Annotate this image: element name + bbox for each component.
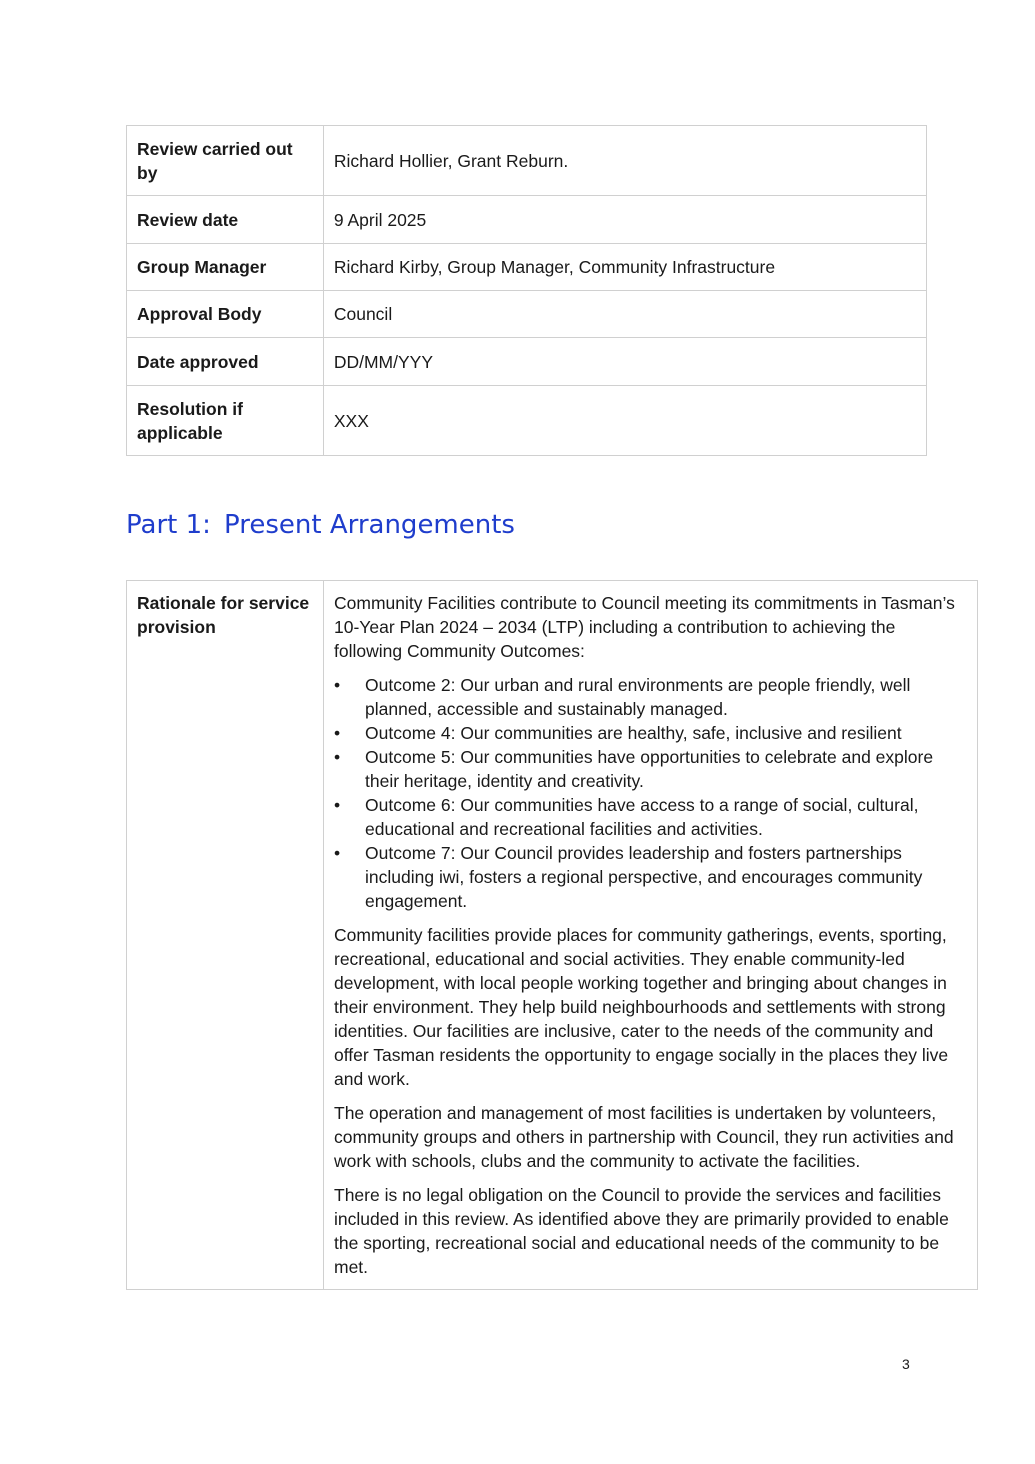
list-item: • Outcome 2: Our urban and rural environments are people friendly, well planned, accessible and sustainably managed.: [334, 673, 967, 721]
row-label: Date approved: [127, 338, 324, 386]
table-row: [127, 196, 927, 244]
table-row: [127, 291, 927, 338]
section-number: Part 1:: [126, 510, 211, 540]
rationale-table: [126, 580, 978, 1290]
table-row: [127, 386, 927, 456]
table-row: [127, 244, 927, 291]
outcomes-list: [334, 673, 967, 913]
table-row: [127, 581, 978, 1290]
table-row: [127, 338, 927, 386]
paragraph: There is no legal obligation on the Council to provide the services and facilities included in this review. As identified above they are primarily provided to enable the sporting, recreational social and educational needs of the community to be met.: [334, 1185, 949, 1277]
row-label: Resolution if applicable: [127, 386, 324, 456]
row-value: 9 April 2025: [323, 196, 926, 244]
list-item: • Outcome 6: Our communities have access to a range of social, cultural, educational and recreational facilities and activities.: [334, 793, 967, 841]
list-item: • Outcome 7: Our Council provides leadership and fosters partnerships including iwi, fosters a regional perspective, and encourages community engagement.: [334, 841, 967, 913]
row-value: XXX: [323, 386, 926, 456]
row-value: Council: [323, 291, 926, 338]
row-value: Richard Kirby, Group Manager, Community Infrastructure: [323, 244, 926, 291]
row-value: DD/MM/YYY: [323, 338, 926, 386]
row-value: Richard Hollier, Grant Reburn.: [323, 126, 926, 196]
rationale-label: Rationale for service provision: [127, 581, 324, 1290]
page-number: 3: [902, 1356, 910, 1372]
row-label: Review carried out by: [127, 126, 324, 196]
row-label: Approval Body: [127, 291, 324, 338]
section-title: Present Arrangements: [224, 510, 515, 540]
row-label: Review date: [127, 196, 324, 244]
review-details-table: [126, 125, 927, 456]
section-heading: [126, 510, 515, 540]
table-row: [127, 126, 927, 196]
rationale-content: [324, 581, 978, 1290]
paragraph: The operation and management of most facilities is undertaken by volunteers, community groups and others in partnership with Council, they run activities and work with schools, clubs and the community to activate the facilities.: [334, 1103, 954, 1171]
paragraph: Community facilities provide places for community gatherings, events, sporting, recreational, educational and social activities. They enable community-led development, with local people working together and bringing about changes in their environment. They help build neighbourhoods and settlements with strong identities. Our facilities are inclusive, cater to the needs of the community and offer Tasman residents the opportunity to engage socially in the places they live and work.: [334, 925, 949, 1089]
list-item: • Outcome 4: Our communities are healthy, safe, inclusive and resilient: [334, 721, 967, 745]
list-item: • Outcome 5: Our communities have opportunities to celebrate and explore their heritage, identity and creativity.: [334, 745, 967, 793]
row-label: Group Manager: [127, 244, 324, 291]
rationale-intro: Community Facilities contribute to Council meeting its commitments in Tasman’s 10-Year Plan 2024 – 2034 (LTP) including a contribution to achieving the following Community Outcomes:: [334, 593, 955, 661]
